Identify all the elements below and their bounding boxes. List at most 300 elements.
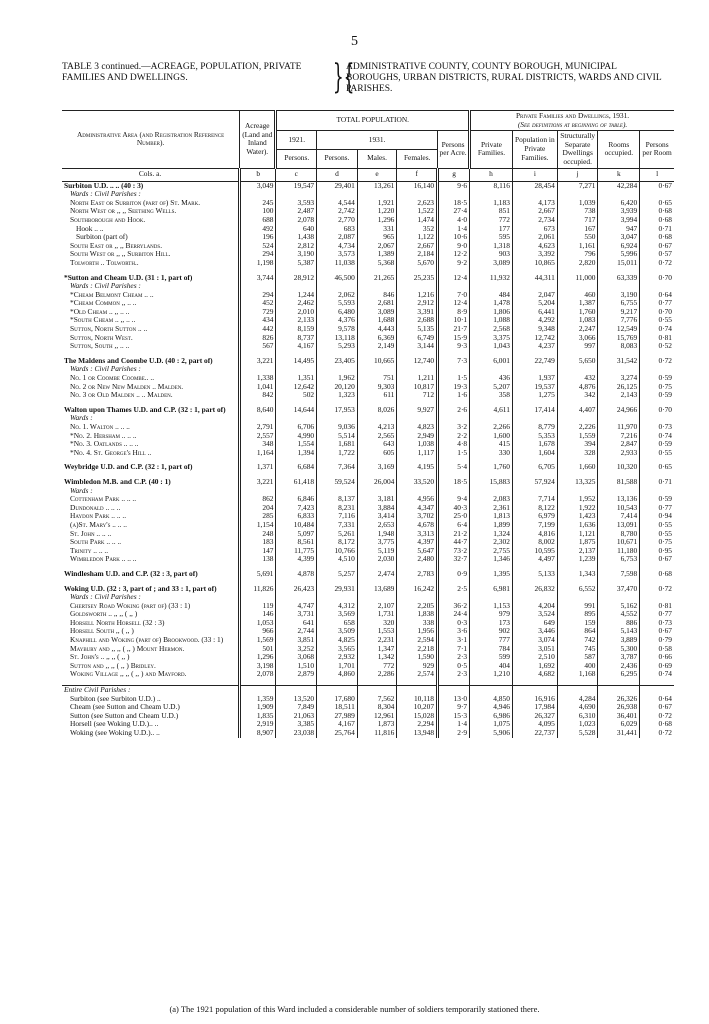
row-label: *No. 3. Oatlands .. .. .. [70, 440, 139, 449]
row-label: Hook .. .. [76, 224, 104, 233]
table-cell: 7,271 [557, 181, 598, 190]
table-cell: 1,210 [470, 670, 513, 679]
table-cell: 8,780 [598, 530, 640, 539]
table-cell: 3,252 [276, 645, 317, 654]
table-cell: 40·3 [438, 504, 470, 513]
table-cell: 2,755 [470, 547, 513, 556]
table-cell: 13,948 [397, 729, 438, 738]
row-label: North West or ,, ,, Seething Wells. [70, 207, 177, 216]
table-row [62, 662, 674, 671]
table-cell: 1,183 [470, 199, 513, 208]
row-label: Wards : Civil Parishes : [70, 593, 141, 602]
table-cell: 4,284 [557, 695, 598, 704]
table-cell: 2,568 [470, 325, 513, 334]
table-cell: 979 [470, 610, 513, 619]
table-cell [438, 593, 470, 602]
row-label: No. 3 or Old Malden .. .. Malden. [70, 391, 173, 400]
entire-parish-row [62, 695, 674, 704]
table-cell: 1,899 [470, 521, 513, 530]
table-cell: f [397, 168, 438, 181]
table-cell: 9,036 [317, 423, 358, 432]
table-row [62, 610, 674, 619]
table-cell: 12,742 [512, 334, 557, 343]
table-cell: 484 [470, 291, 513, 300]
table-cell: 10,320 [598, 463, 640, 472]
table-cell: 73·2 [438, 547, 470, 556]
table-cell: 0·95 [640, 547, 674, 556]
table-cell: 452 [240, 299, 276, 308]
table-row [62, 391, 674, 400]
table-cell: 57,924 [512, 478, 557, 487]
table-cell: 2,078 [240, 670, 276, 679]
row-label: Cols. a. [62, 168, 240, 181]
table-cell: 432 [557, 374, 598, 383]
table-cell: 11,038 [317, 259, 358, 268]
table-row [62, 627, 674, 636]
table-cell: 0·94 [640, 512, 674, 521]
table-row [62, 181, 674, 190]
table-cell: 9·6 [438, 181, 470, 190]
table-cell: 13,325 [557, 478, 598, 487]
table-cell: 1,569 [240, 636, 276, 645]
row-label: Sutton (see Sutton and Cheam U.D.) [70, 711, 179, 720]
header-acreage: Acreage (Land and Inland Water). [240, 111, 276, 169]
header-females: Females. [397, 149, 438, 168]
row-label: Entire Civil Parishes : [62, 686, 240, 695]
table-cell: 2,087 [317, 233, 358, 242]
table-cell: 2,361 [470, 504, 513, 513]
table-cell: 595 [470, 233, 513, 242]
table-cell: 20,120 [317, 383, 358, 392]
table-cell: 1,722 [317, 449, 358, 458]
table-cell [512, 365, 557, 374]
table-row [62, 250, 674, 259]
table-cell: 9,217 [598, 308, 640, 317]
table-cell: 3,068 [276, 653, 317, 662]
table-cell: 2,557 [240, 432, 276, 441]
table-cell: 7,116 [317, 512, 358, 521]
table-cell: h [470, 168, 513, 181]
table-cell: 10,207 [397, 703, 438, 712]
table-cell: 400 [557, 662, 598, 671]
table-cell: 902 [470, 627, 513, 636]
table-cell: 2,474 [357, 570, 397, 579]
table-cell: 1,161 [557, 242, 598, 251]
table-cell: 23,405 [317, 357, 358, 366]
table-cell: 442 [240, 325, 276, 334]
table-cell: 2,083 [470, 495, 513, 504]
table-cell: 4,443 [357, 325, 397, 334]
table-cell: 2,137 [557, 547, 598, 556]
table-cell: 4,399 [276, 555, 317, 564]
table-cell: 567 [240, 342, 276, 351]
table-cell: 3,851 [276, 636, 317, 645]
table-cell: 1,731 [357, 610, 397, 619]
table-cell: 15,883 [470, 478, 513, 487]
table-cell: 59,524 [317, 478, 358, 487]
table-cell [438, 414, 470, 423]
table-cell: 1,122 [397, 233, 438, 242]
table-cell: 460 [557, 291, 598, 300]
table-cell: 2·9 [438, 729, 470, 738]
table-cell [357, 414, 397, 423]
table-row [62, 365, 674, 374]
table-cell: 3·1 [438, 636, 470, 645]
entire-parish-row [62, 729, 674, 738]
row-label: *South Cheam .. ,, .. .. [70, 316, 136, 325]
table-cell: 21,265 [357, 274, 397, 283]
table-cell: 1,216 [397, 291, 438, 300]
row-label: Maybury and ,, ,, ( ,, ) Mount Hermon. [70, 644, 185, 653]
table-cell: 348 [240, 440, 276, 449]
table-cell: 5,204 [512, 299, 557, 308]
table-cell: 2·2 [438, 432, 470, 441]
table-cell: 394 [557, 440, 598, 449]
table-row [62, 636, 674, 645]
table-row [62, 342, 674, 351]
table-cell: 6,749 [397, 334, 438, 343]
table-cell: 2,510 [512, 653, 557, 662]
row-label: Weybridge U.D. and C.P. (32 : 1, part of) [64, 463, 193, 472]
table-cell: 0·69 [640, 662, 674, 671]
table-cell: 1,922 [557, 504, 598, 513]
table-cell: 0·59 [640, 374, 674, 383]
table-cell: 0·68 [640, 570, 674, 579]
table-cell: 0·77 [640, 610, 674, 619]
table-cell: 2,226 [557, 423, 598, 432]
table-cell: 0·55 [640, 316, 674, 325]
table-cell: 8·9 [438, 308, 470, 317]
table-row [62, 463, 674, 472]
table-cell: 28,454 [512, 181, 557, 190]
table-cell: 5,650 [557, 357, 598, 366]
table-cell: 0·79 [640, 636, 674, 645]
header-males: Males. [357, 149, 397, 168]
table-cell: 2,218 [397, 645, 438, 654]
table-cell: 4·8 [438, 440, 470, 449]
row-label: Surbiton (see Surbiton U.D.) .. [70, 694, 161, 703]
table-cell: 3,392 [512, 250, 557, 259]
table-cell: 6,029 [598, 720, 640, 729]
table-cell: 4,876 [557, 383, 598, 392]
table-cell: 0·74 [640, 432, 674, 441]
table-cell: 3,066 [557, 334, 598, 343]
table-row [62, 207, 674, 216]
table-cell: 1,806 [470, 308, 513, 317]
header-persons-1931: Persons. [317, 149, 358, 168]
table-cell: 8,137 [317, 495, 358, 504]
table-cell: 4,946 [470, 703, 513, 712]
table-cell: 0·67 [640, 627, 674, 636]
table-cell: 10,865 [512, 259, 557, 268]
table-cell: 37,470 [598, 585, 640, 594]
table-cell: 10,118 [397, 695, 438, 704]
table-cell: 6,001 [470, 357, 513, 366]
table-cell [317, 190, 358, 199]
table-cell: 0·77 [640, 504, 674, 513]
table-cell: 26,004 [357, 478, 397, 487]
table-cell: 784 [470, 645, 513, 654]
table-cell: 330 [470, 449, 513, 458]
table-cell: 1,359 [240, 695, 276, 704]
table-cell: 4·0 [438, 216, 470, 225]
table-cell: 1,043 [470, 342, 513, 351]
table-cell: 903 [470, 250, 513, 259]
table-cell: 2,107 [357, 602, 397, 611]
table-cell: 1,324 [470, 530, 513, 539]
table-cell [317, 282, 358, 291]
table-cell: 4,237 [512, 342, 557, 351]
table-cell: 2,565 [357, 432, 397, 441]
table-cell: 4,850 [470, 695, 513, 704]
table-cell: 605 [357, 449, 397, 458]
table-cell: 36·2 [438, 602, 470, 611]
table-cell: 1,873 [357, 720, 397, 729]
table-row [62, 521, 674, 530]
table-cell: 6,753 [598, 555, 640, 564]
table-cell: 846 [357, 291, 397, 300]
table-cell: 0·75 [640, 383, 674, 392]
table-cell: 1·4 [438, 225, 470, 234]
table-cell [276, 365, 317, 374]
table-cell: 2,812 [276, 242, 317, 251]
row-label: Surbiton (part of) [76, 233, 128, 242]
table-cell: 0·65 [640, 463, 674, 472]
table-row [62, 538, 674, 547]
table-cell [598, 686, 640, 695]
table-cell: 12·2 [438, 250, 470, 259]
table-cell: 1,023 [557, 720, 598, 729]
table-cell: 4,544 [317, 199, 358, 208]
table-row [62, 512, 674, 521]
table-cell: 826 [240, 334, 276, 343]
table-cell [397, 593, 438, 602]
table-cell: 2·3 [438, 670, 470, 679]
table-cell: 352 [397, 225, 438, 234]
pfd-note: (See definitions at beginning of table). [517, 119, 628, 129]
table-cell: 1,438 [276, 233, 317, 242]
table-cell: 6,441 [512, 308, 557, 317]
row-label: *Sutton and Cheam U.D. (31 : 1, part of) [64, 273, 193, 282]
table-cell: 3,509 [317, 627, 358, 636]
table-row [62, 547, 674, 556]
table-row [62, 555, 674, 564]
table-cell: 5,293 [317, 342, 358, 351]
table-cell [397, 414, 438, 423]
table-cell: 0·72 [640, 729, 674, 738]
table-cell: 1,389 [357, 250, 397, 259]
table-cell: 0·70 [640, 308, 674, 317]
table-cell: 0·73 [640, 619, 674, 628]
table-cell: 1,038 [397, 440, 438, 449]
table-cell: 15·3 [438, 712, 470, 721]
table-cell: 1,395 [470, 570, 513, 579]
table-cell: 3,198 [240, 662, 276, 671]
table-cell: 0·55 [640, 449, 674, 458]
row-label: *No. 2. Hersham .. .. .. [70, 431, 137, 440]
table-cell: 492 [240, 225, 276, 234]
table-cell: g [438, 168, 470, 181]
table-cell: 2,078 [276, 216, 317, 225]
table-row [62, 530, 674, 539]
table-cell: 3,190 [598, 291, 640, 300]
row-label: South Park .. .. .. [70, 538, 122, 547]
table-cell: 3,889 [598, 636, 640, 645]
table-cell: 1,600 [470, 432, 513, 441]
table-cell [640, 487, 674, 496]
table-cell: 1,760 [557, 308, 598, 317]
table-cell: 3,787 [598, 653, 640, 662]
table-cell: 1,121 [557, 530, 598, 539]
table-cell [240, 190, 276, 199]
table-cell: 717 [557, 216, 598, 225]
table-cell: 1,198 [240, 259, 276, 268]
row-label: Goldsworth .. ,, ,, ( ,, ) [70, 610, 138, 619]
table-cell: 28,912 [276, 274, 317, 283]
table-cell: 27·4 [438, 207, 470, 216]
row-label: St. John's .. ,, ,, ( ,, ) [70, 653, 130, 662]
table-cell: 1,117 [397, 449, 438, 458]
table-cell: 19·3 [438, 383, 470, 392]
table-cell: 1,909 [240, 703, 276, 712]
table-cell [512, 282, 557, 291]
table-cell: 36,401 [598, 712, 640, 721]
row-label: Woking Village ,, ,, ( ,, ) and Mayford. [70, 670, 187, 679]
row-label: St. John .. .. .. [70, 529, 112, 538]
table-cell: 100 [240, 207, 276, 216]
table-cell: 3,702 [397, 512, 438, 521]
table-cell: 146 [240, 610, 276, 619]
table-cell: 991 [557, 602, 598, 611]
table-cell: 2,742 [317, 207, 358, 216]
table-cell: 23,038 [276, 729, 317, 738]
table-cell: 2,783 [397, 570, 438, 579]
table-cell: 0·75 [640, 538, 674, 547]
table-cell: 3,144 [397, 342, 438, 351]
table-cell [557, 365, 598, 374]
table-cell: 3,569 [317, 610, 358, 619]
table-cell: 501 [240, 645, 276, 654]
table-cell: 9·4 [438, 495, 470, 504]
table-cell: 1,510 [276, 662, 317, 671]
table-cell: 0·67 [640, 703, 674, 712]
table-cell: 5,368 [357, 259, 397, 268]
table-cell: 5,300 [598, 645, 640, 654]
table-cell: 2,919 [240, 720, 276, 729]
table-cell: 0·71 [640, 478, 674, 487]
table-cell [276, 282, 317, 291]
table-cell [317, 487, 358, 496]
table-cell: 245 [240, 199, 276, 208]
table-cell: 173 [470, 619, 513, 628]
row-label: Wards : [70, 486, 93, 495]
table-row [62, 487, 674, 496]
table-cell: 1,948 [357, 530, 397, 539]
table-cell: 1·6 [438, 391, 470, 400]
table-cell: 5,996 [598, 250, 640, 259]
table-cell: 772 [357, 662, 397, 671]
table-cell: 5,143 [598, 627, 640, 636]
table-cell: 947 [598, 225, 640, 234]
table-row [62, 357, 674, 366]
table-cell: 7,849 [276, 703, 317, 712]
table-cell: 3,939 [598, 207, 640, 216]
row-label: Surbiton U.D. .. .. (40 : 3) [64, 181, 144, 190]
table-cell: 0·70 [640, 274, 674, 283]
table-cell: 3,313 [397, 530, 438, 539]
table-cell: 196 [240, 233, 276, 242]
table-cell: 3·2 [438, 423, 470, 432]
table-cell: 17,984 [512, 703, 557, 712]
table-cell: 2,149 [357, 342, 397, 351]
table-row [62, 242, 674, 251]
table-row [62, 282, 674, 291]
table-cell: 2,462 [276, 299, 317, 308]
table-cell: 7,776 [598, 316, 640, 325]
table-cell: 4,510 [317, 555, 358, 564]
table-cell: 4,095 [512, 720, 557, 729]
table-cell [598, 593, 640, 602]
row-label: Wimbledon Park .. .. .. [70, 555, 137, 564]
table-cell: 5,670 [397, 259, 438, 268]
row-label: South West or ,, ,, Surbiton Hill. [70, 250, 171, 259]
table-cell: 6,369 [357, 334, 397, 343]
row-label: *Old Cheam .. ,, .. .. [70, 307, 130, 316]
row-label: Knaphill and Woking (part of) Brookwood. (33 : 1) [70, 636, 224, 645]
table-cell: 3,221 [240, 357, 276, 366]
table-cell: 15,769 [598, 334, 640, 343]
table-cell: 24·4 [438, 610, 470, 619]
table-cell: 0·58 [640, 645, 674, 654]
table-cell: 524 [240, 242, 276, 251]
table-cell: 751 [357, 374, 397, 383]
table-row [62, 374, 674, 383]
table-cell [438, 487, 470, 496]
table-cell: 1,681 [317, 440, 358, 449]
table-cell: 0·65 [640, 199, 674, 208]
table-cell: 2,820 [557, 259, 598, 268]
header-1931: 1931. [317, 131, 438, 150]
table-cell: 8,779 [512, 423, 557, 432]
table-cell [240, 487, 276, 496]
table-cell [640, 686, 674, 695]
table-cell: 5,162 [598, 602, 640, 611]
table-cell: 742 [557, 636, 598, 645]
table-cell: 12·4 [438, 299, 470, 308]
table-cell: 5,593 [317, 299, 358, 308]
table-row [62, 593, 674, 602]
table-cell: 1,075 [470, 720, 513, 729]
table-cell [557, 593, 598, 602]
table-cell: 1,559 [557, 432, 598, 441]
table-cell: 25·0 [438, 512, 470, 521]
table-cell: 0·66 [640, 653, 674, 662]
table-cell: 864 [557, 627, 598, 636]
table-cell: 4,990 [276, 432, 317, 441]
row-label: Sutton and ,, ,, ( ,, ) Bridley. [70, 661, 156, 670]
table-cell: 27,989 [317, 712, 358, 721]
header-rooms: Rooms occupied. [598, 131, 640, 168]
table-cell: 2,770 [317, 216, 358, 225]
table-cell: 2,744 [276, 627, 317, 636]
table-cell: 6,833 [276, 512, 317, 521]
table-cell [640, 190, 674, 199]
table-row [62, 602, 674, 611]
table-cell: 2,574 [397, 670, 438, 679]
table-row [62, 199, 674, 208]
table-cell: 1,962 [317, 374, 358, 383]
table-cell: 0·71 [640, 225, 674, 234]
